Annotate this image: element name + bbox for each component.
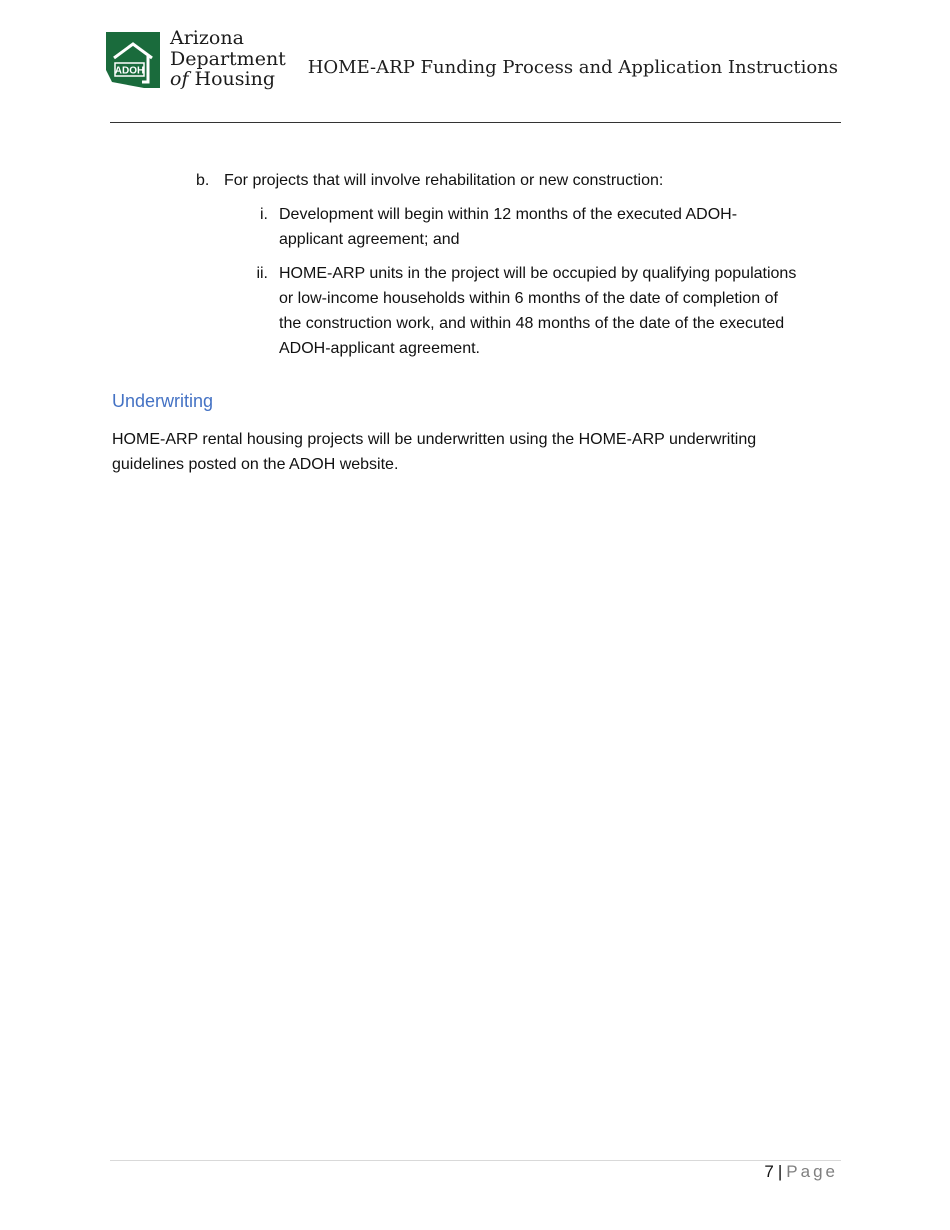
adoh-logo — [104, 27, 286, 94]
document-title: HOME-ARP Funding Process and Application Instructions — [307, 57, 838, 78]
section-heading-underwriting: Underwriting — [112, 391, 214, 411]
list-item-text: For projects that will involve rehabilitation or new construction: — [224, 172, 664, 189]
logo-mark-text: ADOH — [114, 65, 145, 77]
list-marker: b. — [196, 172, 210, 189]
text-line: ADOH-applicant agreement. — [279, 340, 480, 357]
text-line: HOME-ARP units in the project will be occupied by qualifying populations — [279, 265, 797, 282]
logo-wordmark — [170, 28, 286, 90]
page-footer — [764, 1162, 838, 1182]
arizona-house-logo-icon — [104, 30, 162, 90]
text-line: HOME-ARP rental housing projects will be underwritten using the HOME-ARP underwriting — [112, 431, 757, 448]
text-line: guidelines posted on the ADOH website. — [112, 456, 399, 473]
logo-line-department: Department — [170, 47, 286, 70]
sub-list-item-ii — [250, 261, 840, 365]
text-line: applicant agreement; and — [279, 231, 460, 248]
text-line: the construction work, and within 48 months of the date of the executed — [279, 315, 785, 332]
sub-list-item-i — [250, 202, 840, 254]
logo-housing: Housing — [188, 68, 275, 90]
text-line: or low-income households within 6 months of the date of completion of — [279, 290, 778, 307]
logo-line-arizona: Arizona — [170, 27, 244, 49]
page-number: 7 — [764, 1162, 774, 1181]
text-line: Development will begin within 12 months of the executed ADOH- — [279, 206, 738, 223]
header-divider — [110, 122, 841, 123]
sub-list-marker: ii. — [256, 265, 268, 282]
footer-divider — [110, 1160, 841, 1161]
sub-list-item-text — [279, 261, 839, 361]
logo-of: of — [170, 68, 189, 90]
logo-line-housing — [170, 69, 286, 90]
page-separator: | — [777, 1162, 783, 1181]
sub-list-item-text — [279, 202, 839, 252]
sub-list-marker: i. — [260, 206, 268, 223]
page-label: Page — [786, 1162, 838, 1181]
section-paragraph — [112, 427, 832, 477]
